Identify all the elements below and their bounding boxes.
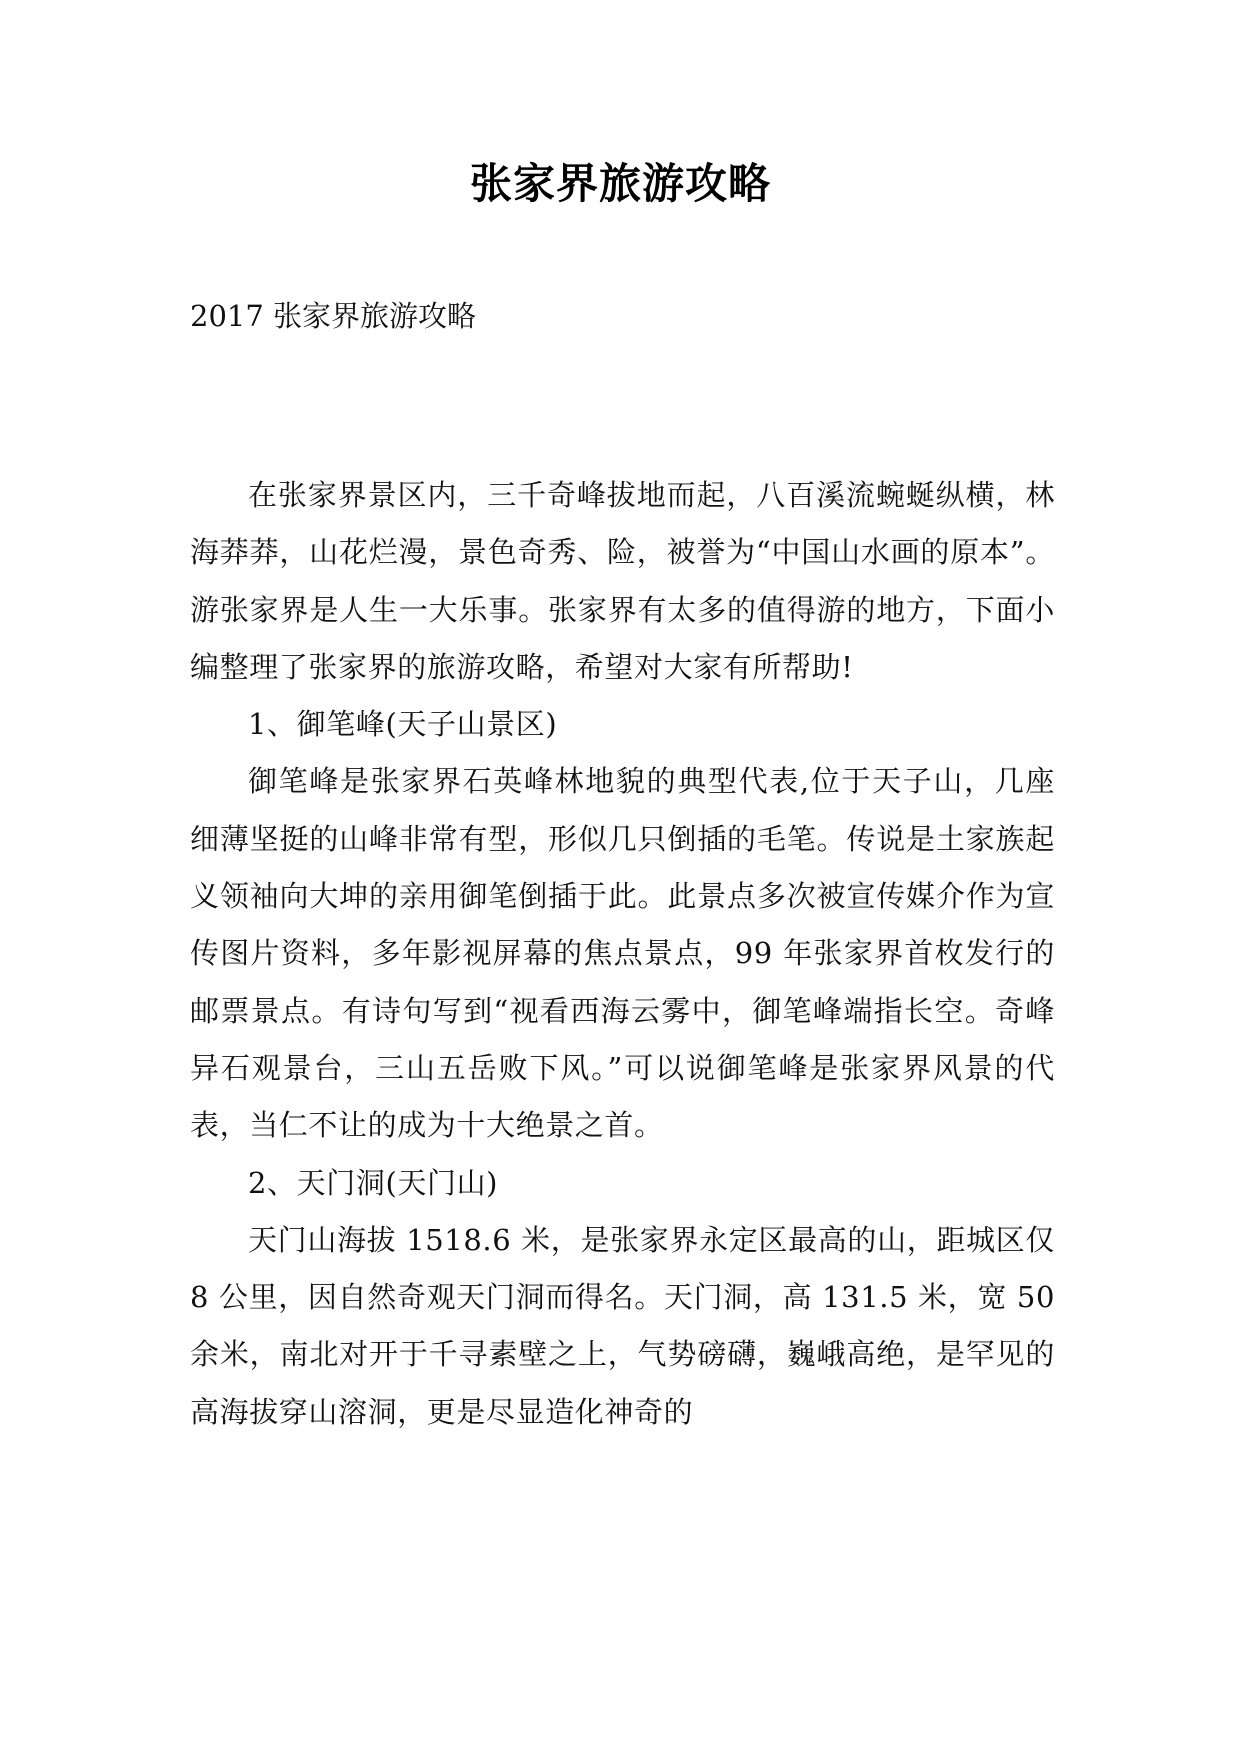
paragraph-tianmendong: 天门山海拔 1518.6 米，是张家界永定区最高的山，距城区仅 8 公里，因自然奇观天门洞而得名。天门洞，高 131.5 米，宽 50 余米，南北对开于千寻素壁之上，气势磅礴，巍峨高绝，是罕见的高海拔穿山溶洞，更是尽显造化神奇的 (190, 1222, 1055, 1429)
document-subtitle: 2017 张家界旅游攻略 (190, 299, 477, 333)
document-title: 张家界旅游攻略 (469, 159, 771, 208)
paragraph-yubifeng: 御笔峰是张家界石英峰林地貌的典型代表,位于天子山，几座细薄坚挺的山峰非常有型，形似几只倒插的毛笔。传说是土家族起义领袖向大坤的亲用御笔倒插于此。此景点多次被宣传媒介作为宣传图片资料，多年影视屏幕的焦点景点，99 年张家界首枚发行的邮票景点。有诗句写到“视看西海云雾中，御笔峰端指长空。奇峰异石观景台，三山五岳败下风。”可以说御笔峰是张家界风景的代表，当仁不让的成为十大绝景之首。 (190, 764, 1055, 1143)
document-body (190, 467, 1055, 1441)
section-heading-tianmendong: 2、天门洞(天门山) (248, 1165, 499, 1200)
intro-paragraph: 在张家界景区内，三千奇峰拔地而起，八百溪流蜿蜒纵横，林海莽莽，山花烂漫，景色奇秀、险，被誉为“中国山水画的原本”。游张家界是人生一大乐事。张家界有太多的值得游的地方，下面小编整理了张家界的旅游攻略，希望对大家有所帮助! (190, 478, 1055, 684)
section-heading-yubifeng: 1、御笔峰(天子山景区) (248, 707, 558, 742)
